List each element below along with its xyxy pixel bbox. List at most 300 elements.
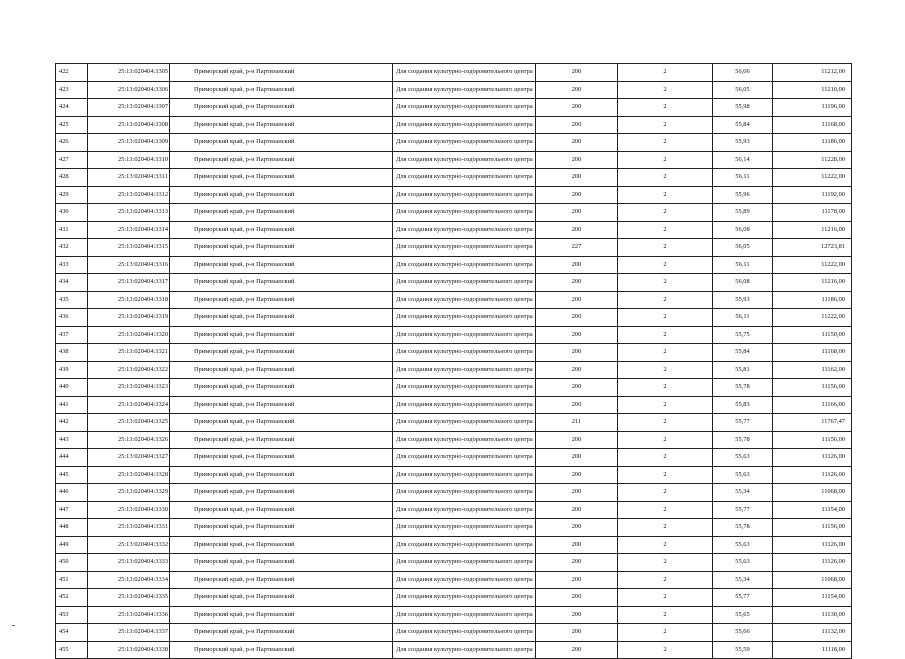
table-row (56, 466, 852, 484)
purpose-cell: Для создания культурно-оздоровительного центра (393, 221, 536, 239)
price-cell: 55,65 (713, 606, 773, 624)
category-cell: 2 (618, 116, 713, 134)
category-cell: 2 (618, 99, 713, 117)
price-cell: 55,78 (713, 519, 773, 537)
row-number-cell: 442 (56, 414, 88, 432)
area-cell: 200 (536, 501, 618, 519)
category-cell: 2 (618, 501, 713, 519)
category-cell: 2 (618, 151, 713, 169)
price-cell: 56,08 (713, 221, 773, 239)
location-cell: Приморский край, р-н Партизанский (170, 361, 393, 379)
purpose-cell: Для создания культурно-оздоровительного центра (393, 99, 536, 117)
category-cell: 2 (618, 396, 713, 414)
area-cell: 200 (536, 554, 618, 572)
total-cell: 11216,00 (773, 221, 852, 239)
price-cell: 55,83 (713, 396, 773, 414)
purpose-cell: Для создания культурно-оздоровительного центра (393, 484, 536, 502)
category-cell: 2 (618, 169, 713, 187)
area-cell: 200 (536, 221, 618, 239)
location-cell: Приморский край, р-н Партизанский (170, 326, 393, 344)
table-row (56, 256, 852, 274)
price-cell: 56,05 (713, 81, 773, 99)
total-cell: 11154,00 (773, 589, 852, 607)
row-number-cell: 438 (56, 344, 88, 362)
row-number-cell: 453 (56, 606, 88, 624)
purpose-cell: Для создания культурно-оздоровительного центра (393, 344, 536, 362)
cadastral-number-cell: 25:13:020404:3336 (88, 606, 170, 624)
purpose-cell: Для создания культурно-оздоровительного центра (393, 571, 536, 589)
location-cell: Приморский край, р-н Партизанский (170, 449, 393, 467)
location-cell: Приморский край, р-н Партизанский (170, 624, 393, 642)
table-row (56, 536, 852, 554)
row-number-cell: 443 (56, 431, 88, 449)
total-cell: 11150,00 (773, 326, 852, 344)
location-cell: Приморский край, р-н Партизанский (170, 186, 393, 204)
location-cell: Приморский край, р-н Партизанский (170, 116, 393, 134)
cadastral-number-cell: 25:13:020404:3325 (88, 414, 170, 432)
total-cell: 11130,00 (773, 606, 852, 624)
location-cell: Приморский край, р-н Партизанский (170, 309, 393, 327)
category-cell: 2 (618, 484, 713, 502)
location-cell: Приморский край, р-н Партизанский (170, 431, 393, 449)
category-cell: 2 (618, 64, 713, 82)
total-cell: 11192,00 (773, 186, 852, 204)
table-row (56, 396, 852, 414)
price-cell: 55,98 (713, 99, 773, 117)
cadastral-number-cell: 25:13:020404:3313 (88, 204, 170, 222)
total-cell: 11168,00 (773, 116, 852, 134)
row-number-cell: 429 (56, 186, 88, 204)
price-cell: 55,81 (713, 361, 773, 379)
location-cell: Приморский край, р-н Партизанский (170, 291, 393, 309)
category-cell: 2 (618, 274, 713, 292)
area-cell: 200 (536, 361, 618, 379)
location-cell: Приморский край, р-н Партизанский (170, 379, 393, 397)
total-cell: 11126,00 (773, 449, 852, 467)
purpose-cell: Для создания культурно-оздоровительного центра (393, 396, 536, 414)
area-cell: 200 (536, 99, 618, 117)
area-cell: 200 (536, 151, 618, 169)
row-number-cell: 432 (56, 239, 88, 257)
price-cell: 55,63 (713, 554, 773, 572)
price-cell: 56,08 (713, 274, 773, 292)
purpose-cell: Для создания культурно-оздоровительного центра (393, 326, 536, 344)
total-cell: 11212,00 (773, 64, 852, 82)
row-number-cell: 439 (56, 361, 88, 379)
table-row (56, 169, 852, 187)
cadastral-number-cell: 25:13:020404:3309 (88, 134, 170, 152)
row-number-cell: 422 (56, 64, 88, 82)
location-cell: Приморский край, р-н Партизанский (170, 239, 393, 257)
row-number-cell: 437 (56, 326, 88, 344)
area-cell: 200 (536, 431, 618, 449)
price-cell: 55,75 (713, 326, 773, 344)
table-row (56, 484, 852, 502)
cadastral-number-cell: 25:13:020404:3332 (88, 536, 170, 554)
purpose-cell: Для создания культурно-оздоровительного центра (393, 256, 536, 274)
purpose-cell: Для создания культурно-оздоровительного центра (393, 64, 536, 82)
price-cell: 56,11 (713, 309, 773, 327)
location-cell: Приморский край, р-н Партизанский (170, 99, 393, 117)
purpose-cell: Для создания культурно-оздоровительного центра (393, 536, 536, 554)
category-cell: 2 (618, 204, 713, 222)
table-row (56, 134, 852, 152)
purpose-cell: Для создания культурно-оздоровительного центра (393, 134, 536, 152)
total-cell: 11222,00 (773, 169, 852, 187)
cadastral-number-cell: 25:13:020404:3324 (88, 396, 170, 414)
category-cell: 2 (618, 414, 713, 432)
area-cell: 227 (536, 239, 618, 257)
category-cell: 2 (618, 554, 713, 572)
category-cell: 2 (618, 431, 713, 449)
land-plots-table (55, 63, 852, 659)
area-cell: 200 (536, 624, 618, 642)
location-cell: Приморский край, р-н Партизанский (170, 606, 393, 624)
price-cell: 55,96 (713, 186, 773, 204)
purpose-cell: Для создания культурно-оздоровительного центра (393, 274, 536, 292)
price-cell: 55,77 (713, 589, 773, 607)
purpose-cell: Для создания культурно-оздоровительного центра (393, 431, 536, 449)
table-row (56, 239, 852, 257)
category-cell: 2 (618, 519, 713, 537)
category-cell: 2 (618, 361, 713, 379)
table-row (56, 519, 852, 537)
cadastral-number-cell: 25:13:020404:3327 (88, 449, 170, 467)
cadastral-number-cell: 25:13:020404:3323 (88, 379, 170, 397)
location-cell: Приморский край, р-н Партизанский (170, 501, 393, 519)
location-cell: Приморский край, р-н Партизанский (170, 466, 393, 484)
area-cell: 200 (536, 204, 618, 222)
row-number-cell: 423 (56, 81, 88, 99)
cadastral-number-cell: 25:13:020404:3334 (88, 571, 170, 589)
row-number-cell: 446 (56, 484, 88, 502)
cadastral-number-cell: 25:13:020404:3317 (88, 274, 170, 292)
row-number-cell: 427 (56, 151, 88, 169)
category-cell: 2 (618, 449, 713, 467)
category-cell: 2 (618, 641, 713, 659)
location-cell: Приморский край, р-н Партизанский (170, 554, 393, 572)
cadastral-number-cell: 25:13:020404:3338 (88, 641, 170, 659)
table-row (56, 204, 852, 222)
table-row (56, 361, 852, 379)
category-cell: 2 (618, 134, 713, 152)
table-row (56, 274, 852, 292)
purpose-cell: Для создания культурно-оздоровительного центра (393, 379, 536, 397)
price-cell: 55,77 (713, 501, 773, 519)
purpose-cell: Для создания культурно-оздоровительного центра (393, 554, 536, 572)
cadastral-number-cell: 25:13:020404:3306 (88, 81, 170, 99)
area-cell: 200 (536, 519, 618, 537)
category-cell: 2 (618, 326, 713, 344)
row-number-cell: 430 (56, 204, 88, 222)
area-cell: 200 (536, 134, 618, 152)
scan-mark (12, 625, 15, 626)
cadastral-number-cell: 25:13:020404:3328 (88, 466, 170, 484)
cadastral-number-cell: 25:13:020404:3335 (88, 589, 170, 607)
purpose-cell: Для создания культурно-оздоровительного центра (393, 361, 536, 379)
purpose-cell: Для создания культурно-оздоровительного центра (393, 606, 536, 624)
total-cell: 11166,00 (773, 396, 852, 414)
price-cell: 55,59 (713, 641, 773, 659)
cadastral-number-cell: 25:13:020404:3307 (88, 99, 170, 117)
location-cell: Приморский край, р-н Партизанский (170, 589, 393, 607)
price-cell: 55,78 (713, 431, 773, 449)
price-cell: 55,93 (713, 134, 773, 152)
area-cell: 200 (536, 256, 618, 274)
area-cell: 200 (536, 484, 618, 502)
price-cell: 55,93 (713, 291, 773, 309)
area-cell: 200 (536, 606, 618, 624)
cadastral-number-cell: 25:13:020404:3320 (88, 326, 170, 344)
area-cell: 200 (536, 466, 618, 484)
cadastral-number-cell: 25:13:020404:3319 (88, 309, 170, 327)
total-cell: 11178,00 (773, 204, 852, 222)
total-cell: 11162,00 (773, 361, 852, 379)
total-cell: 11156,00 (773, 431, 852, 449)
cadastral-number-cell: 25:13:020404:3316 (88, 256, 170, 274)
price-cell: 55,34 (713, 484, 773, 502)
table-row (56, 449, 852, 467)
area-cell: 200 (536, 589, 618, 607)
row-number-cell: 447 (56, 501, 88, 519)
location-cell: Приморский край, р-н Партизанский (170, 396, 393, 414)
location-cell: Приморский край, р-н Партизанский (170, 134, 393, 152)
purpose-cell: Для создания культурно-оздоровительного центра (393, 169, 536, 187)
location-cell: Приморский край, р-н Партизанский (170, 484, 393, 502)
price-cell: 55,84 (713, 344, 773, 362)
location-cell: Приморский край, р-н Партизанский (170, 414, 393, 432)
row-number-cell: 433 (56, 256, 88, 274)
location-cell: Приморский край, р-н Партизанский (170, 64, 393, 82)
category-cell: 2 (618, 291, 713, 309)
location-cell: Приморский край, р-н Партизанский (170, 204, 393, 222)
table-row (56, 309, 852, 327)
total-cell: 11126,00 (773, 466, 852, 484)
cadastral-number-cell: 25:13:020404:3310 (88, 151, 170, 169)
category-cell: 2 (618, 624, 713, 642)
row-number-cell: 435 (56, 291, 88, 309)
row-number-cell: 444 (56, 449, 88, 467)
table-row (56, 641, 852, 659)
category-cell: 2 (618, 309, 713, 327)
total-cell: 11068,00 (773, 484, 852, 502)
area-cell: 200 (536, 536, 618, 554)
purpose-cell: Для создания культурно-оздоровительного центра (393, 204, 536, 222)
table-row (56, 501, 852, 519)
category-cell: 2 (618, 536, 713, 554)
table-row (56, 221, 852, 239)
table-row (56, 186, 852, 204)
total-cell: 11156,00 (773, 519, 852, 537)
cadastral-number-cell: 25:13:020404:3337 (88, 624, 170, 642)
area-cell: 200 (536, 186, 618, 204)
purpose-cell: Для создания культурно-оздоровительного центра (393, 239, 536, 257)
area-cell: 200 (536, 64, 618, 82)
category-cell: 2 (618, 239, 713, 257)
purpose-cell: Для создания культурно-оздоровительного центра (393, 186, 536, 204)
area-cell: 200 (536, 571, 618, 589)
table-row (56, 431, 852, 449)
total-cell: 11154,00 (773, 501, 852, 519)
table-body (56, 64, 852, 659)
total-cell: 11216,00 (773, 274, 852, 292)
table-row (56, 344, 852, 362)
total-cell: 11210,00 (773, 81, 852, 99)
cadastral-number-cell: 25:13:020404:3318 (88, 291, 170, 309)
row-number-cell: 449 (56, 536, 88, 554)
price-cell: 55,84 (713, 116, 773, 134)
area-cell: 200 (536, 326, 618, 344)
purpose-cell: Для создания культурно-оздоровительного центра (393, 414, 536, 432)
price-cell: 55,63 (713, 466, 773, 484)
row-number-cell: 428 (56, 169, 88, 187)
purpose-cell: Для создания культурно-оздоровительного центра (393, 291, 536, 309)
cadastral-number-cell: 25:13:020404:3308 (88, 116, 170, 134)
row-number-cell: 424 (56, 99, 88, 117)
row-number-cell: 445 (56, 466, 88, 484)
cadastral-number-cell: 25:13:020404:3321 (88, 344, 170, 362)
purpose-cell: Для создания культурно-оздоровительного центра (393, 501, 536, 519)
table-row (56, 81, 852, 99)
table-row (56, 99, 852, 117)
price-cell: 56,11 (713, 256, 773, 274)
location-cell: Приморский край, р-н Партизанский (170, 256, 393, 274)
purpose-cell: Для создания культурно-оздоровительного центра (393, 309, 536, 327)
purpose-cell: Для создания культурно-оздоровительного центра (393, 624, 536, 642)
purpose-cell: Для создания культурно-оздоровительного центра (393, 116, 536, 134)
category-cell: 2 (618, 466, 713, 484)
total-cell: 11156,00 (773, 379, 852, 397)
price-cell: 55,78 (713, 379, 773, 397)
category-cell: 2 (618, 256, 713, 274)
area-cell: 200 (536, 396, 618, 414)
location-cell: Приморский край, р-н Партизанский (170, 169, 393, 187)
table-row (56, 151, 852, 169)
table-row (56, 554, 852, 572)
purpose-cell: Для создания культурно-оздоровительного центра (393, 466, 536, 484)
row-number-cell: 426 (56, 134, 88, 152)
purpose-cell: Для создания культурно-оздоровительного центра (393, 519, 536, 537)
area-cell: 200 (536, 81, 618, 99)
cadastral-number-cell: 25:13:020404:3331 (88, 519, 170, 537)
table-row (56, 379, 852, 397)
cadastral-number-cell: 25:13:020404:3333 (88, 554, 170, 572)
category-cell: 2 (618, 606, 713, 624)
area-cell: 200 (536, 309, 618, 327)
area-cell: 200 (536, 169, 618, 187)
price-cell: 56,14 (713, 151, 773, 169)
total-cell: 11132,00 (773, 624, 852, 642)
purpose-cell: Для создания культурно-оздоровительного центра (393, 81, 536, 99)
total-cell: 11186,00 (773, 134, 852, 152)
total-cell: 11126,00 (773, 536, 852, 554)
table-row (56, 624, 852, 642)
price-cell: 55,34 (713, 571, 773, 589)
area-cell: 200 (536, 344, 618, 362)
price-cell: 55,63 (713, 449, 773, 467)
location-cell: Приморский край, р-н Партизанский (170, 519, 393, 537)
total-cell: 11126,00 (773, 554, 852, 572)
row-number-cell: 434 (56, 274, 88, 292)
area-cell: 200 (536, 379, 618, 397)
cadastral-number-cell: 25:13:020404:3311 (88, 169, 170, 187)
cadastral-number-cell: 25:13:020404:3315 (88, 239, 170, 257)
price-cell: 56,11 (713, 169, 773, 187)
category-cell: 2 (618, 571, 713, 589)
total-cell: 11196,00 (773, 99, 852, 117)
location-cell: Приморский край, р-н Партизанский (170, 641, 393, 659)
purpose-cell: Для создания культурно-оздоровительного центра (393, 589, 536, 607)
table-row (56, 414, 852, 432)
price-cell: 55,66 (713, 624, 773, 642)
total-cell: 11228,00 (773, 151, 852, 169)
table-row (56, 64, 852, 82)
row-number-cell: 448 (56, 519, 88, 537)
location-cell: Приморский край, р-н Партизанский (170, 536, 393, 554)
location-cell: Приморский край, р-н Партизанский (170, 344, 393, 362)
area-cell: 200 (536, 274, 618, 292)
table-row (56, 116, 852, 134)
cadastral-number-cell: 25:13:020404:3314 (88, 221, 170, 239)
area-cell: 200 (536, 641, 618, 659)
area-cell: 200 (536, 449, 618, 467)
price-cell: 56,06 (713, 64, 773, 82)
cadastral-number-cell: 25:13:020404:3322 (88, 361, 170, 379)
table-row (56, 291, 852, 309)
total-cell: 11168,00 (773, 344, 852, 362)
price-cell: 55,77 (713, 414, 773, 432)
total-cell: 11068,00 (773, 571, 852, 589)
document-sheet (55, 63, 851, 659)
row-number-cell: 450 (56, 554, 88, 572)
category-cell: 2 (618, 379, 713, 397)
category-cell: 2 (618, 589, 713, 607)
cadastral-number-cell: 25:13:020404:3305 (88, 64, 170, 82)
total-cell: 11222,00 (773, 256, 852, 274)
cadastral-number-cell: 25:13:020404:3312 (88, 186, 170, 204)
purpose-cell: Для создания культурно-оздоровительного центра (393, 449, 536, 467)
table-row (56, 326, 852, 344)
row-number-cell: 441 (56, 396, 88, 414)
row-number-cell: 455 (56, 641, 88, 659)
total-cell: 11118,00 (773, 641, 852, 659)
total-cell: 11186,00 (773, 291, 852, 309)
table-row (56, 606, 852, 624)
price-cell: 55,89 (713, 204, 773, 222)
row-number-cell: 452 (56, 589, 88, 607)
total-cell: 12723,81 (773, 239, 852, 257)
table-row (56, 589, 852, 607)
price-cell: 56,05 (713, 239, 773, 257)
row-number-cell: 451 (56, 571, 88, 589)
category-cell: 2 (618, 344, 713, 362)
row-number-cell: 436 (56, 309, 88, 327)
price-cell: 55,63 (713, 536, 773, 554)
location-cell: Приморский край, р-н Партизанский (170, 151, 393, 169)
category-cell: 2 (618, 221, 713, 239)
area-cell: 200 (536, 116, 618, 134)
row-number-cell: 454 (56, 624, 88, 642)
total-cell: 11222,00 (773, 309, 852, 327)
location-cell: Приморский край, р-н Партизанский (170, 274, 393, 292)
cadastral-number-cell: 25:13:020404:3330 (88, 501, 170, 519)
purpose-cell: Для создания культурно-оздоровительного центра (393, 641, 536, 659)
total-cell: 11767,47 (773, 414, 852, 432)
area-cell: 211 (536, 414, 618, 432)
table-row (56, 571, 852, 589)
cadastral-number-cell: 25:13:020404:3329 (88, 484, 170, 502)
area-cell: 200 (536, 291, 618, 309)
